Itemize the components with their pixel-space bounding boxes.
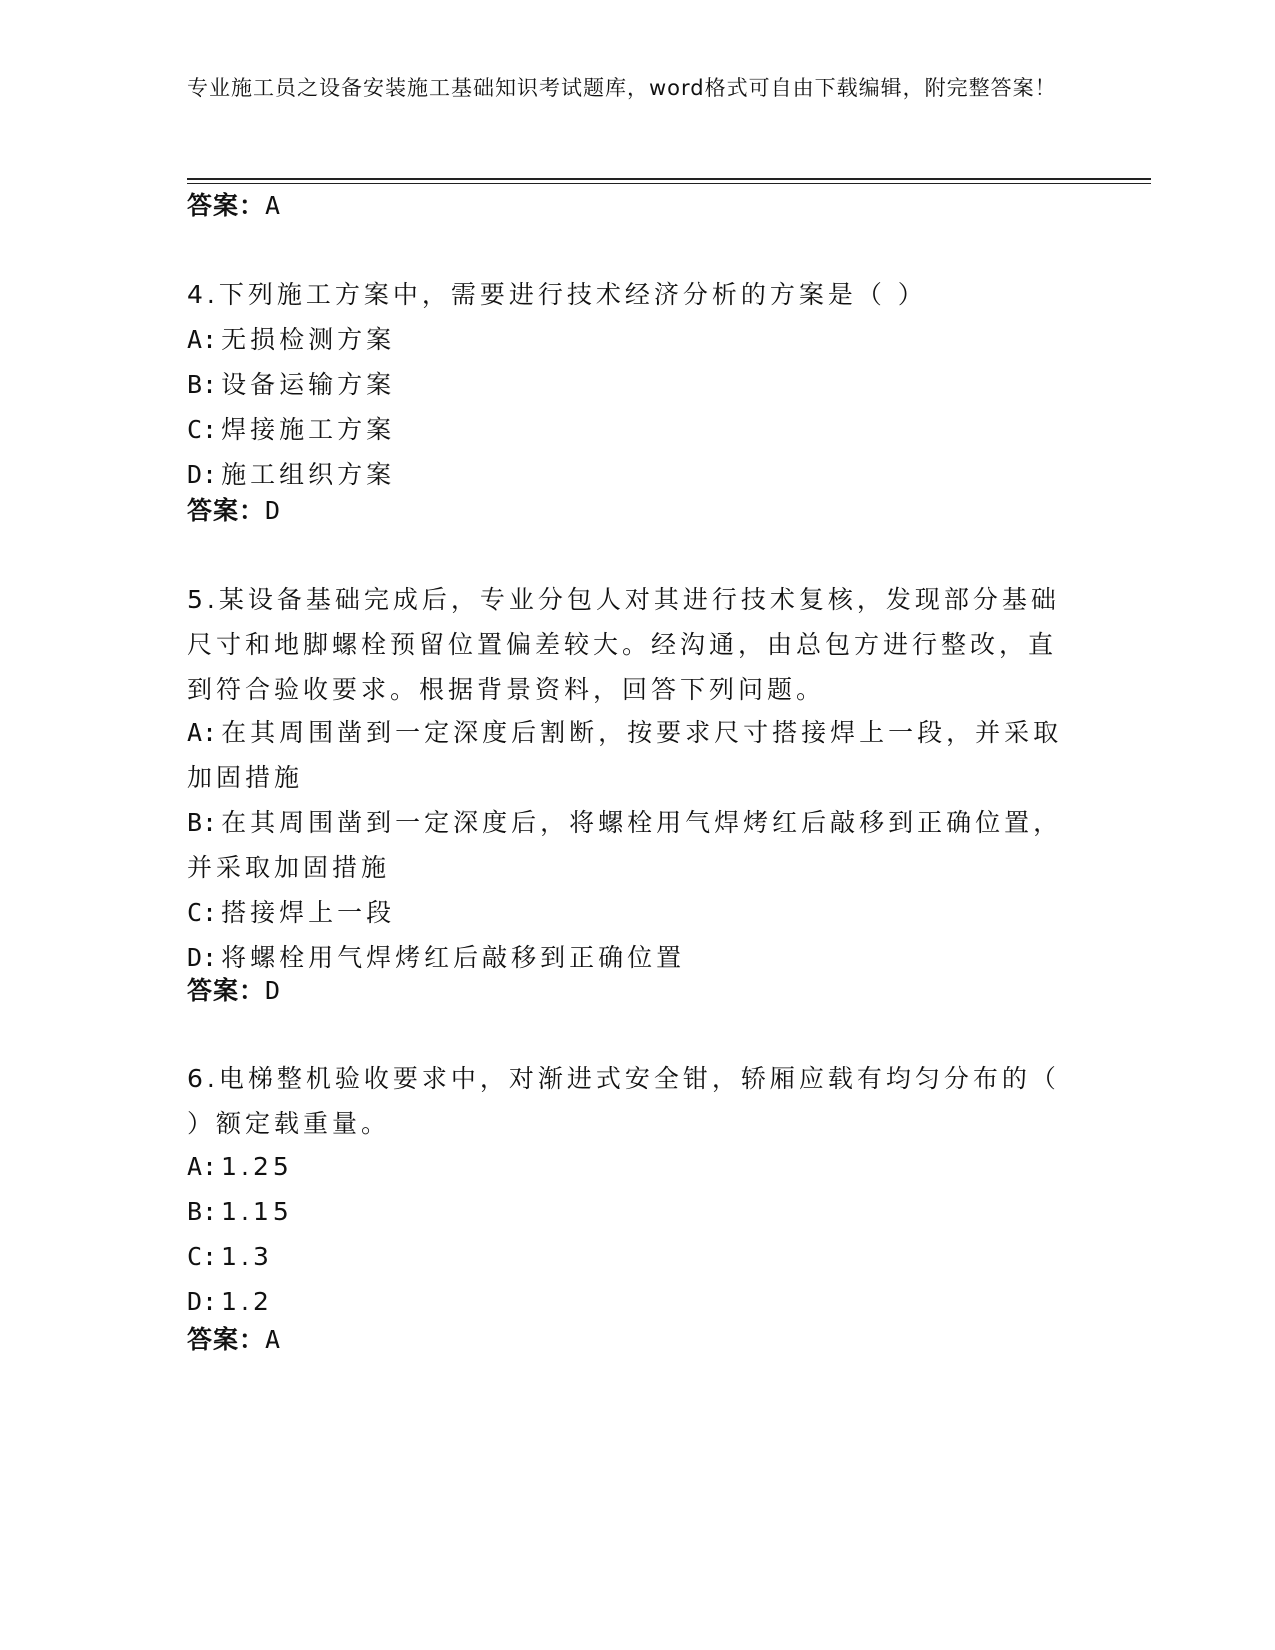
- document-header: 专业施工员之设备安装施工基础知识考试题库，word格式可自由下载编辑，附完整答案！: [187, 76, 1057, 100]
- option-c: [187, 890, 1067, 935]
- option-b: [187, 800, 1067, 890]
- option-text: 设备运输方案: [221, 370, 396, 399]
- option-text: 1.2: [221, 1287, 273, 1316]
- option-letter: A:: [187, 325, 218, 354]
- option-d: [187, 935, 1067, 980]
- option-letter: A:: [187, 718, 218, 747]
- answer-label: 答案：: [187, 496, 266, 525]
- option-a: [187, 1144, 1067, 1189]
- question-6: 6.电梯整机验收要求中，对渐进式安全钳，轿厢应载有均匀分布的（ ）额定载重量。: [187, 1064, 1060, 1138]
- option-letter: D:: [187, 460, 218, 489]
- answer-line: [187, 971, 281, 1007]
- question-4: 4.下列施工方案中，需要进行技术经济分析的方案是（ ）: [187, 280, 927, 309]
- question-5: 5.某设备基础完成后，专业分包人对其进行技术复核，发现部分基础尺寸和地脚螺栓预留位置偏差较大。经沟通，由总包方进行整改，直到符合验收要求。根据背景资料，回答下列问题。: [187, 585, 1060, 704]
- answer-value: D: [265, 976, 282, 1005]
- answer-label: 答案：: [187, 1325, 266, 1354]
- option-text: 无损检测方案: [221, 325, 396, 354]
- option-a: [187, 317, 1067, 362]
- option-a: [187, 710, 1067, 800]
- option-b: [187, 1189, 1067, 1234]
- option-letter: C:: [187, 1242, 218, 1271]
- option-text: 在其周围凿到一定深度后割断，按要求尺寸搭接焊上一段，并采取加固措施: [187, 718, 1063, 792]
- option-letter: D:: [187, 943, 218, 972]
- option-text: 施工组织方案: [221, 460, 396, 489]
- option-letter: C:: [187, 898, 218, 927]
- option-d: [187, 1279, 1067, 1324]
- question-6-options: [187, 1144, 1067, 1324]
- option-letter: A:: [187, 1152, 218, 1181]
- option-letter: B:: [187, 1197, 218, 1226]
- answer-line: [187, 186, 281, 222]
- answer-label: 答案：: [187, 976, 266, 1005]
- option-letter: B:: [187, 370, 218, 399]
- answer-value: A: [265, 1325, 282, 1354]
- option-text: 将螺栓用气焊烤红后敲移到正确位置: [221, 943, 686, 972]
- option-d: [187, 452, 1067, 497]
- option-text: 焊接施工方案: [221, 415, 396, 444]
- option-letter: D:: [187, 1287, 218, 1316]
- header-rule-thick: [187, 178, 1151, 180]
- option-letter: B:: [187, 808, 218, 837]
- option-letter: C:: [187, 415, 218, 444]
- option-b: [187, 362, 1067, 407]
- option-text: 1.25: [221, 1152, 293, 1181]
- answer-line: [187, 491, 281, 527]
- option-text: 搭接焊上一段: [221, 898, 396, 927]
- answer-value: D: [265, 496, 282, 525]
- answer-line: [187, 1320, 281, 1356]
- answer-label: 答案：: [187, 191, 266, 220]
- option-c: [187, 1234, 1067, 1279]
- option-text: 1.15: [221, 1197, 293, 1226]
- option-c: [187, 407, 1067, 452]
- question-4-options: [187, 317, 1067, 497]
- header-rule-thin: [187, 183, 1151, 184]
- option-text: 1.3: [221, 1242, 273, 1271]
- question-5-options: [187, 710, 1067, 980]
- option-text: 在其周围凿到一定深度后，将螺栓用气焊烤红后敲移到正确位置，并采取加固措施: [187, 808, 1063, 882]
- answer-value: A: [265, 191, 282, 220]
